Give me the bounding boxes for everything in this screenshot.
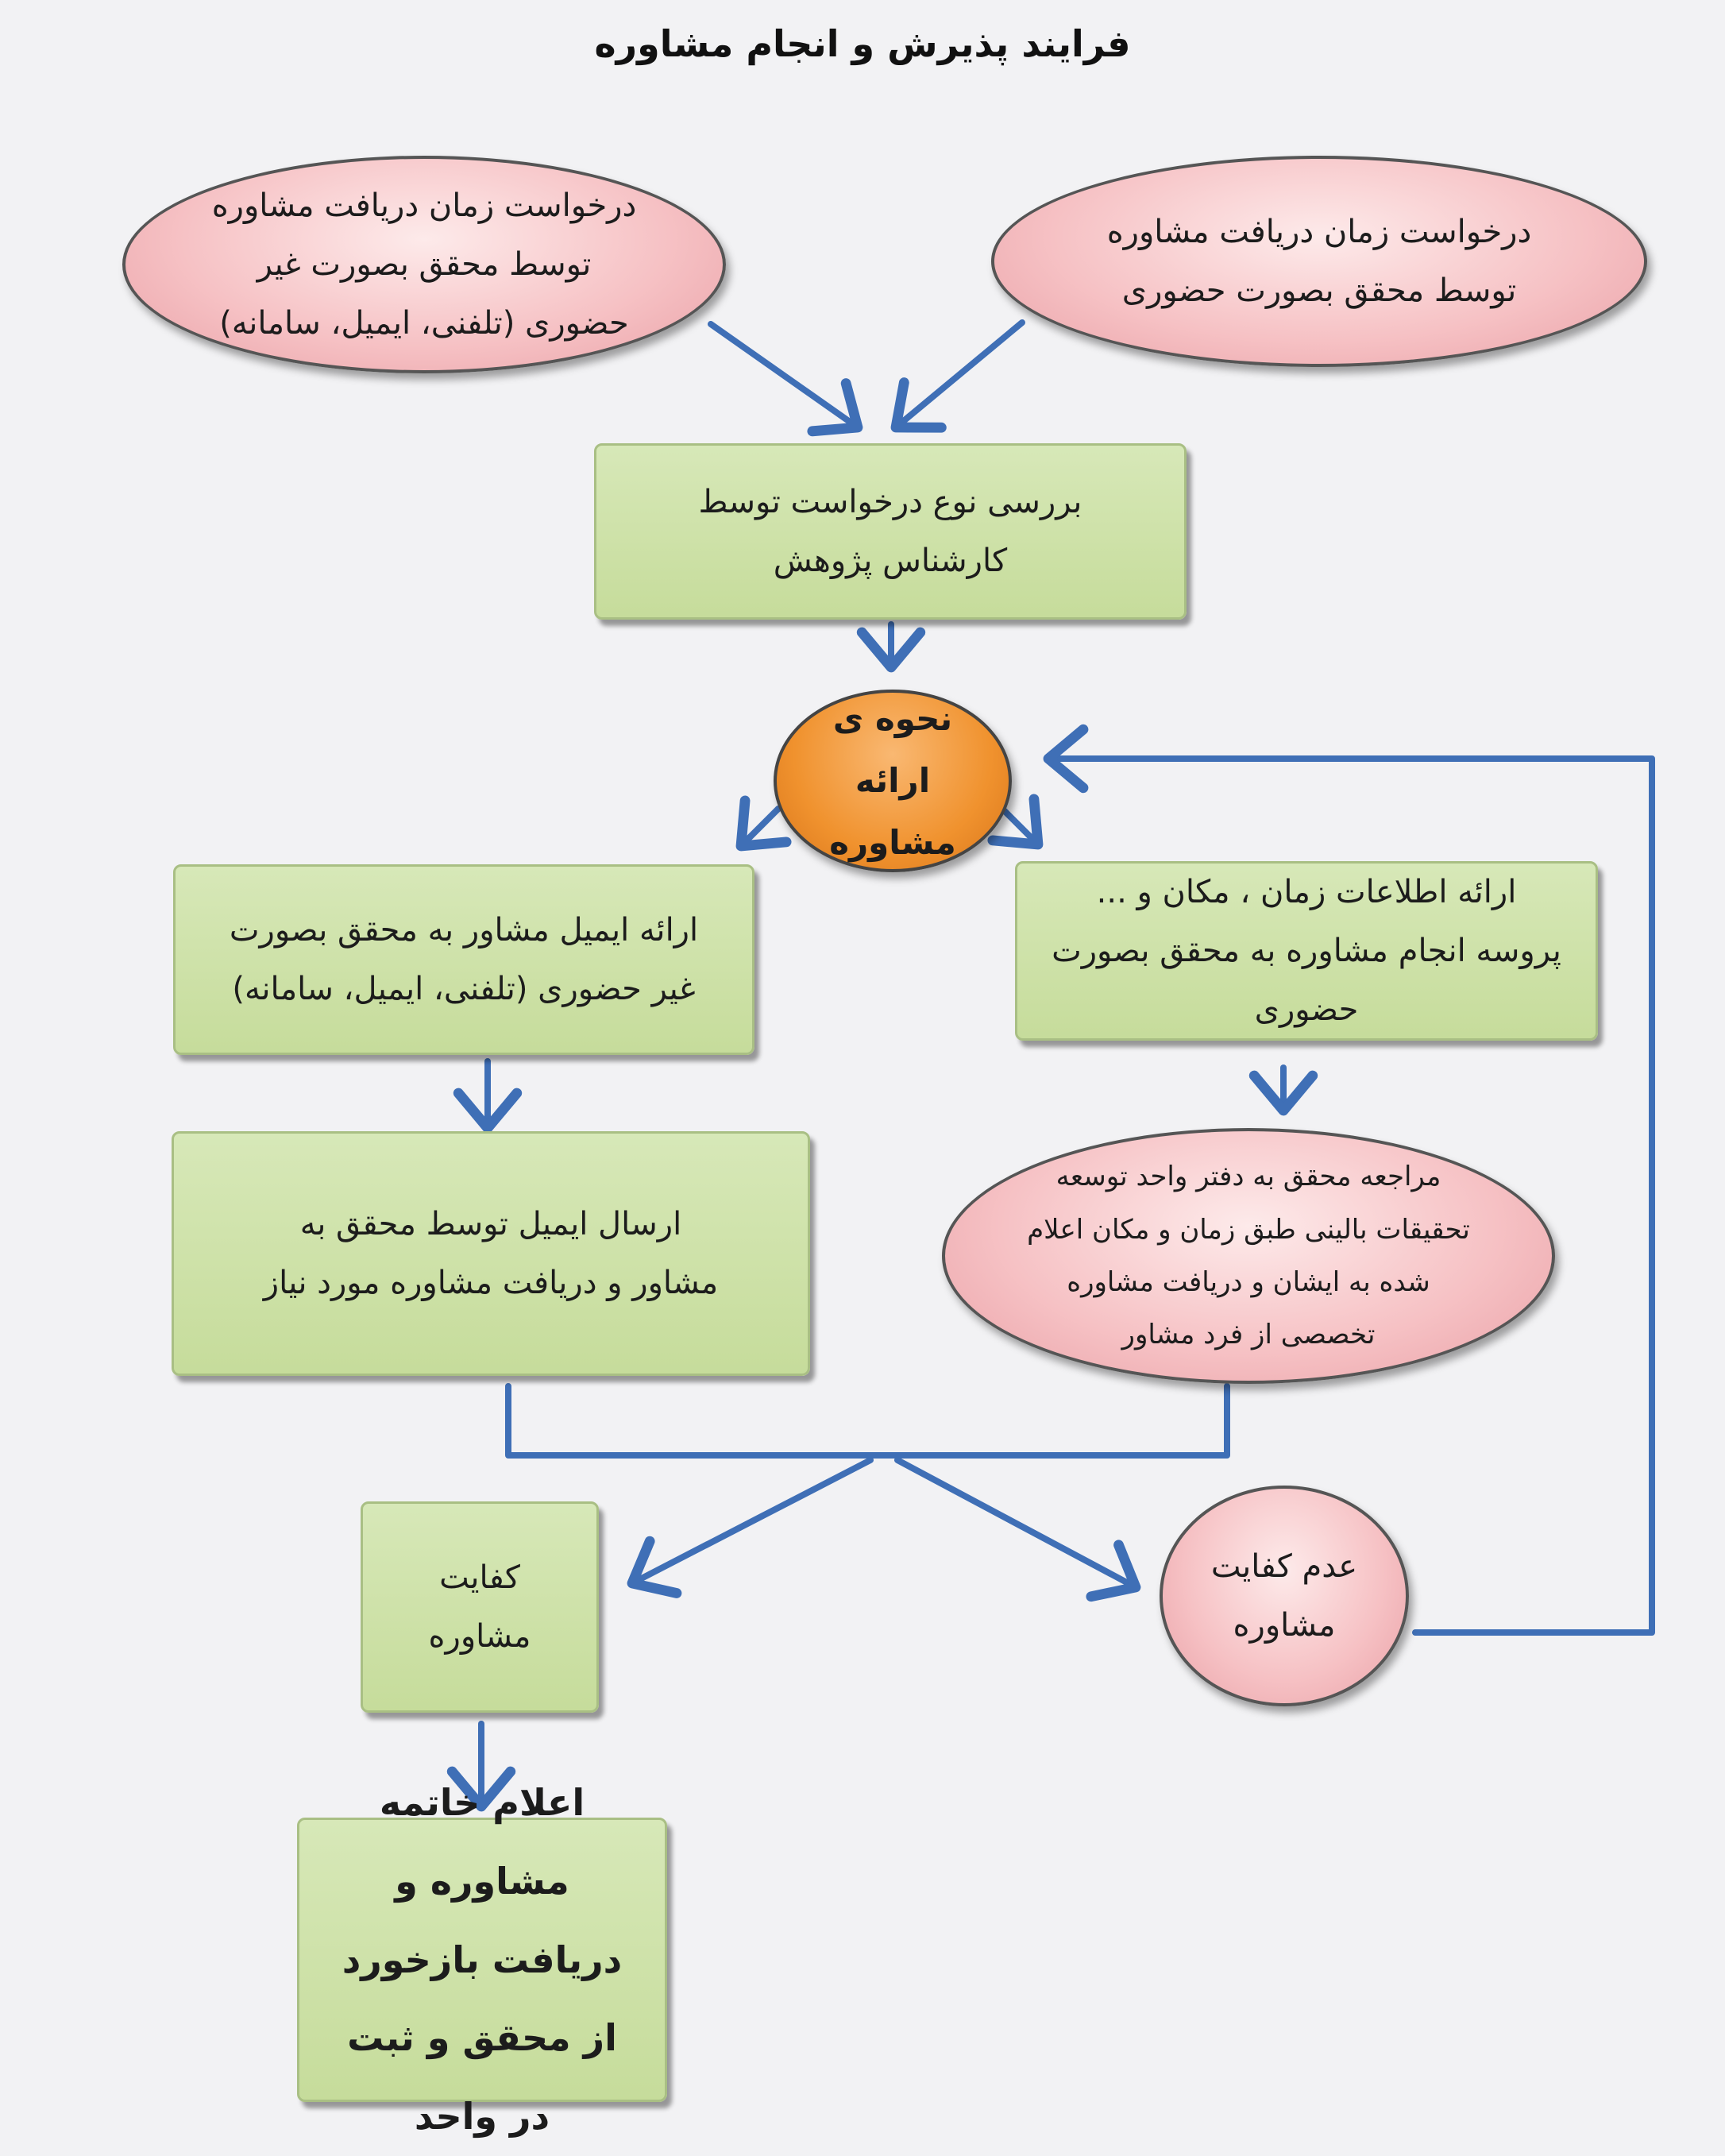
insufficient-text: عدم کفایت مشاوره [1210, 1548, 1358, 1644]
review-node [594, 443, 1187, 620]
visit-office-text: مراجعه محقق به دفتر واحد توسعه تحقیقات بالینی طبق زمان و مکان اعلام شده به ایشان و دریافت مشاوره تخصصی از فرد مشاور [1027, 1161, 1470, 1351]
final-text: اعلام خاتمه مشاوره و دریافت بازخورد از محقق و ثبت در واحد [342, 1780, 623, 2139]
request-inperson-node [991, 156, 1647, 367]
page-title: فرایند پذیرش و انجام مشاوره [594, 22, 1131, 65]
merge-line [508, 1386, 1227, 1455]
arrow-decision-to-info [1002, 809, 1038, 844]
visit-office-node [942, 1128, 1555, 1384]
request-inperson-text: درخواست زمان دریافت مشاوره توسط محقق بصورت حضوری [1106, 214, 1532, 309]
send-email-text: ارسال ایمیل توسط محقق به مشاور و دریافت مشاوره مورد نیاز [263, 1206, 719, 1301]
provide-email-text: ارائه ایمیل مشاور به محقق بصورت غیر حضوری (تلفنی، ایمیل، سامانه) [229, 912, 699, 1007]
insufficient-node [1160, 1486, 1409, 1706]
provide-info-text: ارائه اطلاعات زمان ، مکان و ... پروسه انجام مشاوره به محقق بصورت حضوری [1052, 874, 1561, 1028]
arrow-decision-to-email [741, 809, 778, 846]
request-remote-text: درخواست زمان دریافت مشاوره توسط محقق بصورت غیر حضوری (تلفنی، ایمیل، سامانه) [211, 187, 637, 342]
provide-email-node [173, 864, 754, 1055]
decision-text: نحوه ی ارائه مشاوره [829, 699, 956, 862]
send-email-node [172, 1131, 810, 1376]
review-text: بررسی نوع درخواست توسط کارشناس پژوهش [698, 484, 1082, 579]
arrow-remote-to-review [711, 324, 858, 427]
sufficient-text: کفایت مشاوره [428, 1559, 531, 1655]
request-remote-node [122, 156, 726, 373]
final-node [297, 1780, 667, 2139]
arrow-merge-to-insufficient [897, 1460, 1136, 1587]
decision-node [774, 690, 1012, 872]
sufficient-node [361, 1501, 599, 1713]
arrow-inperson-to-review [896, 323, 1022, 427]
arrow-merge-to-sufficient [632, 1460, 870, 1583]
provide-info-node [1015, 861, 1598, 1041]
